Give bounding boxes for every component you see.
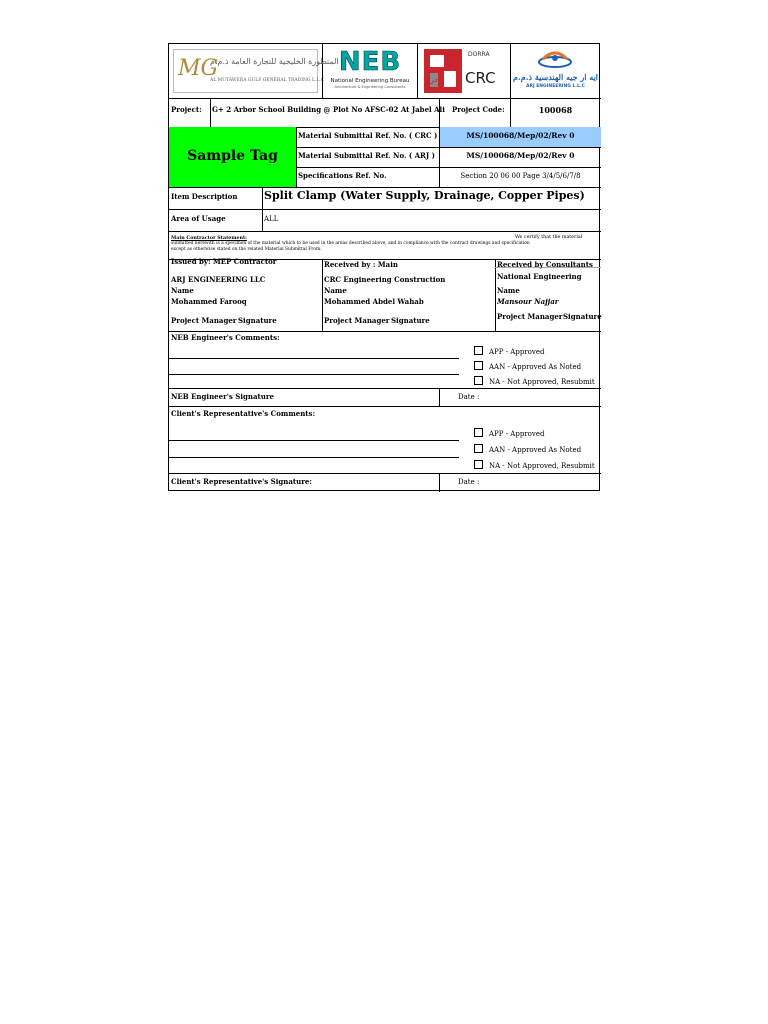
issuer-name-label: Name <box>171 286 194 295</box>
material-submittal-form <box>168 43 600 491</box>
arj-engineering-logo <box>513 47 598 95</box>
neb-date-label: Date : <box>458 393 480 401</box>
consultant-company: National Engineering <box>497 272 582 281</box>
arj-logo-swoosh <box>537 49 573 69</box>
client-comment-line-1 <box>169 440 459 441</box>
neb-logo-name: National Engineering Bureau <box>330 78 410 84</box>
spec-ref-value: Section 20 06 00 Page 3/4/5/6/7/8 <box>460 172 581 180</box>
crc-ref-value: MS/100068/Mep/02/Rev 0 <box>466 131 575 140</box>
neb-comment-line-2 <box>169 374 459 375</box>
crc-logo-arabic: درة <box>426 75 438 84</box>
main-name-label: Name <box>324 286 347 295</box>
client-aan-checkbox[interactable] <box>474 444 483 453</box>
consultant-name: Mansour Najjar <box>497 297 559 306</box>
crc-logo-mark: CRC <box>465 69 496 87</box>
sample-tag-title: Sample Tag <box>187 148 278 164</box>
neb-comment-line-1 <box>169 358 459 359</box>
client-na-label: NA - Not Approved, Resubmit <box>489 462 595 470</box>
main-role: Project Manager <box>324 316 390 325</box>
neb-aan-label: AAN - Approved As Noted <box>489 363 582 371</box>
neb-app-checkbox[interactable] <box>474 346 483 355</box>
neb-signature-label: NEB Engineer's Signature <box>171 392 274 401</box>
crc-logo-shape <box>424 49 462 93</box>
client-aan-label: AAN - Approved As Noted <box>489 446 582 454</box>
consultant-heading: Received by Consultants <box>497 260 593 269</box>
project-code-value: 100068 <box>538 105 573 115</box>
arj-logo-english: ARJ ENGINEERING L.L.C <box>526 84 585 89</box>
client-signature-label: Client's Representative's Signature: <box>171 477 312 486</box>
statement-line3: except as otherwise stated on the related Material Submittal From. <box>171 247 322 252</box>
crc-ref-label: Material Submittal Ref. No. ( CRC ) <box>298 131 438 140</box>
client-app-label: APP - Approved <box>489 430 545 438</box>
issuer-signature-label: Signature <box>238 316 277 325</box>
spec-ref-label: Specifications Ref. No. <box>298 171 387 180</box>
arj-ref-label: Material Submittal Ref. No. ( ARJ ) <box>298 151 435 160</box>
issuer-name: Mohammed Farooq <box>171 297 247 306</box>
neb-logo-mark: NEB <box>338 47 402 77</box>
project-label: Project: <box>171 105 202 114</box>
issuer-heading: Issued by: MEP Contractor <box>171 257 277 266</box>
client-na-checkbox[interactable] <box>474 460 483 469</box>
mg-logo-mark: MG <box>178 56 219 81</box>
sample-tag-cell <box>169 127 296 187</box>
neb-app-label: APP - Approved <box>489 348 545 356</box>
area-of-usage-value: ALL <box>264 215 279 223</box>
client-comment-line-2 <box>169 457 459 458</box>
statement-title: Main Contractor Statement: <box>171 235 247 241</box>
client-comments-label: Client's Representative's Comments: <box>171 409 316 418</box>
project-code-label: Project Code: <box>452 105 505 114</box>
item-description-label: Item Description <box>171 192 238 201</box>
neb-na-checkbox[interactable] <box>474 376 483 385</box>
main-company: CRC Engineering Construction <box>324 275 446 284</box>
client-app-checkbox[interactable] <box>474 428 483 437</box>
main-signature-label: Signature <box>391 316 430 325</box>
item-description-value: Split Clamp (Water Supply, Drainage, Copper Pipes) <box>264 189 585 202</box>
neb-logo-tagline: Architecture & Engineering Consultants <box>334 85 406 89</box>
neb-aan-checkbox[interactable] <box>474 361 483 370</box>
mg-logo-arabic: المتطورة الخليجية للتجارة العامة ذ.م.م <box>210 57 339 66</box>
neb-logo <box>326 47 414 95</box>
arj-logo-arabic: ايه ار جيه الهندسية ذ.م.م <box>513 72 599 82</box>
neb-comments-label: NEB Engineer's Comments: <box>171 333 280 342</box>
consultant-name-label: Name <box>497 286 520 295</box>
consultant-role: Project Manager <box>497 312 563 321</box>
mg-trading-logo <box>173 49 339 93</box>
area-of-usage-label: Area of Usage <box>171 214 226 223</box>
crc-logo-top: DORRA <box>468 51 490 58</box>
neb-na-label: NA - Not Approved, Resubmit <box>489 378 595 386</box>
main-name: Mohammed Abdel Wahab <box>324 297 424 306</box>
project-name: G+ 2 Arbor School Building @ Plot No AFSC-02 At Jabel Ali <box>212 105 445 114</box>
mg-logo-english: AL MUTAWERA GULF GENERAL TRADING L.L.C <box>210 78 325 83</box>
crc-dorra-logo <box>420 47 507 95</box>
client-date-label: Date : <box>458 478 480 486</box>
main-heading: Received by : Main <box>324 260 398 269</box>
issuer-role: Project Manager <box>171 316 237 325</box>
consultant-signature-label: Signature <box>563 312 602 321</box>
statement-line2: submitted herewith is a specimen of the material which to be used in the areas described above, and in compliance with the contract drawings and specification <box>171 241 530 246</box>
issuer-company: ARJ ENGINEERING LLC <box>171 275 266 284</box>
arj-ref-value: MS/100068/Mep/02/Rev 0 <box>466 151 575 160</box>
statement-line1: We certify that the material <box>515 235 583 240</box>
